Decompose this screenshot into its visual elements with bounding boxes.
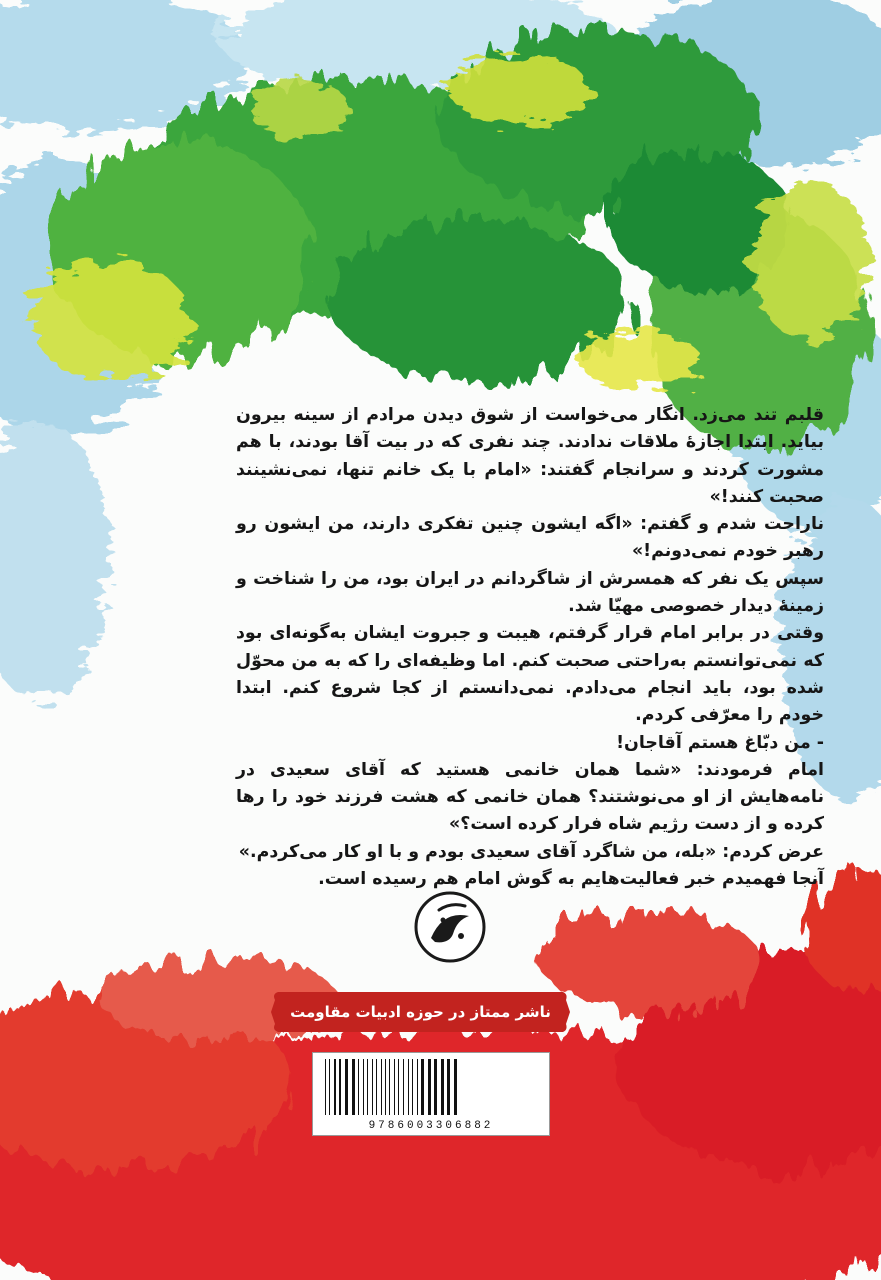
barcode-bar [367, 1059, 368, 1115]
barcode-bar [352, 1059, 355, 1115]
barcode-bar [363, 1059, 364, 1115]
barcode-bar [372, 1059, 373, 1115]
barcode-bar [447, 1059, 450, 1115]
barcode-bar [334, 1059, 336, 1115]
excerpt-paragraph: سپس یک نفر که همسرش از شاگردانم در ایران بود، من را شناخت و زمینۀ دیدار خصوصی مهیّا شد. [236, 568, 824, 617]
publisher-logo [413, 890, 487, 964]
barcode-bar [325, 1059, 326, 1115]
barcode-bar [434, 1059, 437, 1115]
barcode-bar [381, 1059, 382, 1115]
barcode-bar [385, 1059, 386, 1115]
barcode-bar [345, 1059, 348, 1115]
excerpt-paragraph: عرض کردم: «بله، من شاگرد آقای سعیدی بودم و با او کار می‌کردم.» [238, 841, 824, 862]
excerpt-paragraph: قلبم تند می‌زد. انگار می‌خواست از شوق دیدن مرادم از سینه بیرون بیاید. ابتدا اجازۀ ملاقات ندادند. چند نفری که در بیت آقا بودند، با هم مشورت کردند و سرانجام گفتند: «امام با یک خانم تنها، نمی‌نشینند صحبت کنند!» [236, 405, 824, 507]
barcode-bar [408, 1059, 409, 1115]
barcode-bar [389, 1059, 390, 1115]
isbn-barcode [312, 1052, 550, 1136]
excerpt-paragraph: - من دبّاغ هستم آقاجان! [616, 732, 824, 753]
barcode-bar [441, 1059, 444, 1115]
excerpt-paragraph: وقتی در برابر امام قرار گرفتم، هیبت و جبروت ایشان به‌گونه‌ای بود که نمی‌توانستم به‌راحتی صحبت کنم. اما وظیفه‌ای را که به من محوّل شده بود، باید انجام می‌دادم. نمی‌دانستم از کجا شروع کنم. ابتدا خودم را معرّفی کردم. [236, 623, 824, 726]
barcode-bar [417, 1059, 418, 1115]
excerpt-paragraph: امام فرمودند: «شما همان خانمی هستید که آقای سعیدی در نامه‌هایش از او می‌نوشتند؟ همان خانمی که هشت فرزند خود را رها کرده و از دست رژیم شاه فرار کرده است؟» [236, 759, 824, 835]
barcode-bar [421, 1059, 424, 1115]
excerpt-paragraph: آنجا فهمیدم خبر فعالیت‌هایم به گوش امام هم رسیده است. [318, 869, 824, 890]
isbn-number: 9786003306882 [368, 1120, 494, 1132]
barcode-bars [323, 1059, 539, 1117]
barcode-bar [412, 1059, 413, 1115]
barcode-bar [358, 1059, 359, 1115]
barcode-bar [403, 1059, 404, 1115]
publisher-tagline: ناشر ممتاز در حوزه ادبیات مقاومت [290, 1003, 551, 1021]
barcode-bar [376, 1059, 377, 1115]
barcode-bar [454, 1059, 457, 1115]
barcode-bar [339, 1059, 341, 1115]
back-cover-excerpt [236, 402, 824, 893]
excerpt-paragraph: ناراحت شدم و گفتم: «اگه ایشون چنین تفکری دارند، من ایشون رو رهبر خودم نمی‌دونم!» [236, 514, 824, 562]
barcode-bar [428, 1059, 431, 1115]
barcode-bar [329, 1059, 330, 1115]
barcode-bar [398, 1059, 399, 1115]
barcode-bar [394, 1059, 395, 1115]
